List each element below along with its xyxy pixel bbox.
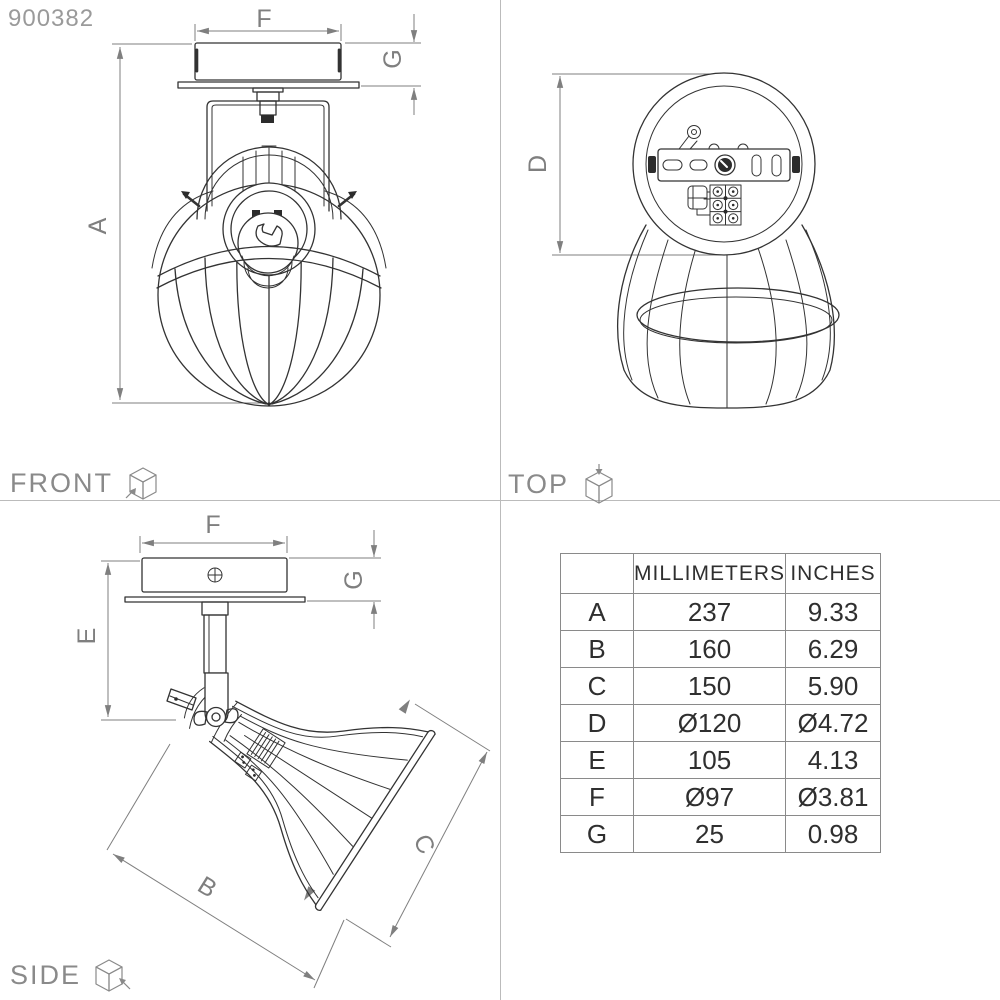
top-view-cube-icon [581, 464, 617, 504]
table-row [561, 705, 881, 742]
table-row [561, 594, 881, 631]
table-header-row [561, 554, 881, 594]
front-dim-label-F: F [256, 5, 272, 33]
dim-inches: Ø4.72 [786, 705, 881, 742]
front-fixture-drawing [152, 43, 386, 406]
dim-letter: E [561, 742, 634, 779]
table-header-empty [561, 554, 634, 594]
dim-letter: F [561, 779, 634, 816]
side-view-drawing [0, 500, 500, 1000]
front-view-drawing [0, 0, 500, 500]
table-row [561, 742, 881, 779]
dim-letter: B [561, 631, 634, 668]
top-fixture-drawing [618, 73, 839, 408]
top-view-label-text: TOP [508, 468, 570, 499]
dim-mm: 25 [634, 816, 786, 853]
side-view-label [10, 956, 131, 994]
dim-letter: G [561, 816, 634, 853]
dimensions-table [560, 553, 881, 853]
side-view-label-text: SIDE [10, 959, 82, 990]
front-view-label-text: FRONT [10, 467, 113, 498]
side-fixture-drawing [125, 558, 436, 911]
table-header-millimeters: MILLIMETERS [634, 554, 786, 594]
table-row [561, 816, 881, 853]
side-view-cube-icon [93, 956, 131, 994]
dim-mm: 237 [634, 594, 786, 631]
front-dim-label-G: G [379, 49, 407, 69]
dim-letter: A [561, 594, 634, 631]
dim-inches: Ø3.81 [786, 779, 881, 816]
product-code: 900382 [8, 5, 95, 32]
dim-inches: 5.90 [786, 668, 881, 705]
table-row [561, 631, 881, 668]
dim-mm: 150 [634, 668, 786, 705]
table-row [561, 668, 881, 705]
side-dimension-lines [101, 530, 490, 988]
top-view-drawing [500, 0, 1000, 500]
side-dim-label-G: G [340, 570, 368, 590]
dim-inches: 9.33 [786, 594, 881, 631]
dim-mm: 105 [634, 742, 786, 779]
side-dim-label-B: B [192, 870, 222, 904]
dim-mm: 160 [634, 631, 786, 668]
dim-letter: D [561, 705, 634, 742]
top-dim-label-D: D [524, 154, 552, 174]
dim-mm: Ø97 [634, 779, 786, 816]
front-view-cube-icon [125, 464, 161, 502]
side-dim-label-F: F [205, 511, 221, 539]
side-dim-label-C: C [407, 829, 441, 859]
table-row [561, 779, 881, 816]
dim-mm: Ø120 [634, 705, 786, 742]
dim-inches: 4.13 [786, 742, 881, 779]
dim-inches: 6.29 [786, 631, 881, 668]
front-dim-label-A: A [84, 217, 112, 235]
dim-inches: 0.98 [786, 816, 881, 853]
front-view-label [10, 464, 161, 502]
dim-letter: C [561, 668, 634, 705]
table-header-inches: INCHES [786, 554, 881, 594]
side-dim-label-E: E [73, 627, 101, 645]
top-view-label [508, 464, 617, 504]
